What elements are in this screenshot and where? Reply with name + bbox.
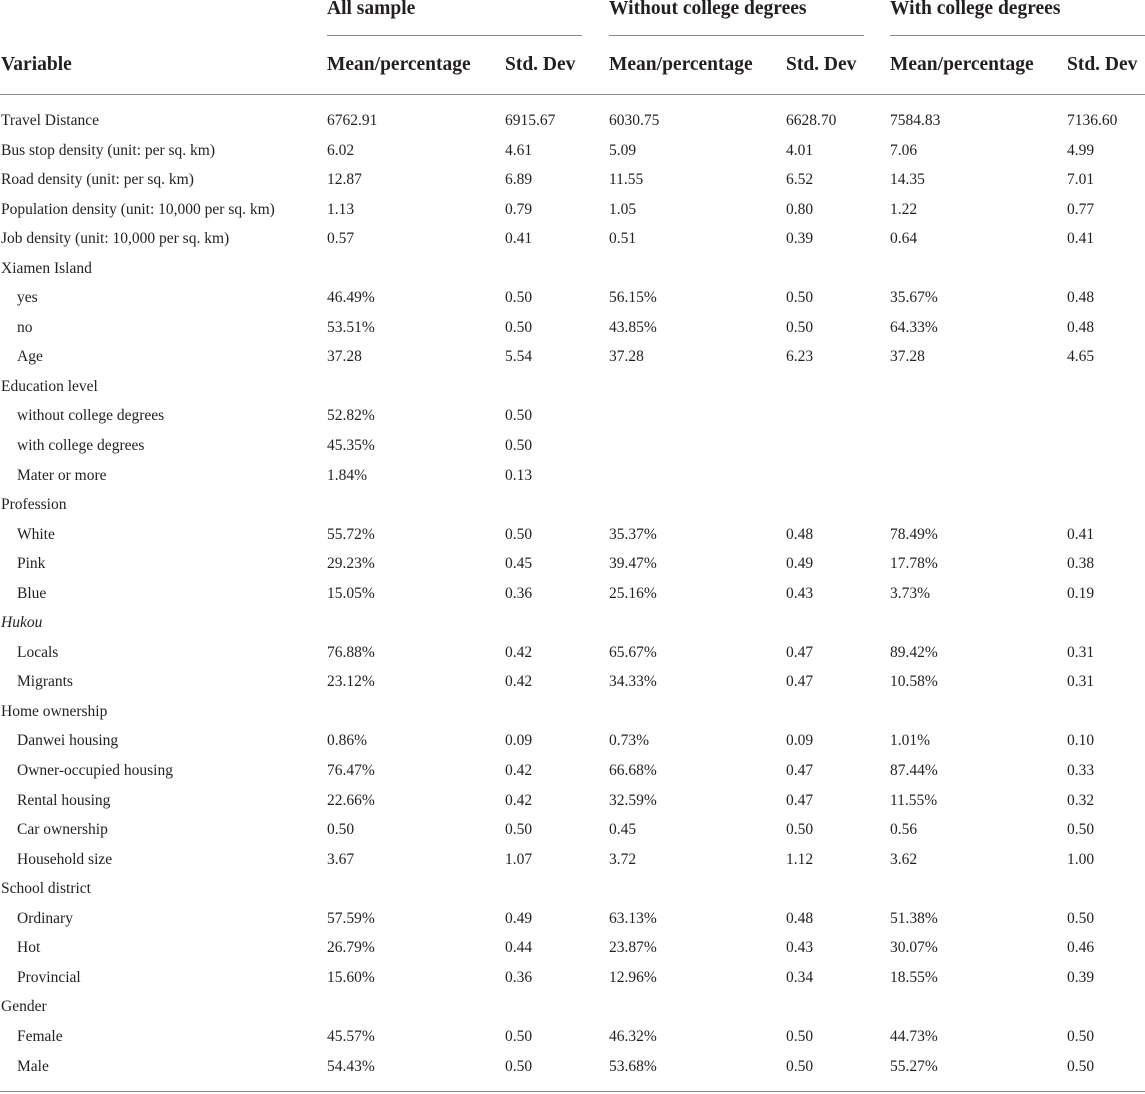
- cell-std-with: 0.50: [1067, 821, 1095, 839]
- cell-mean-without: 37.28: [609, 348, 644, 366]
- cell-mean-without: 65.67%: [609, 643, 657, 661]
- cell-mean-all: 37.28: [327, 348, 362, 366]
- column-header-std-with: Std. Dev: [1067, 54, 1138, 75]
- table-row: [0, 992, 1145, 1022]
- variable-label: White: [17, 525, 55, 543]
- cell-std-with: 0.41: [1067, 525, 1095, 543]
- table-row: [0, 313, 1145, 343]
- cell-std-without: 0.50: [786, 1027, 814, 1045]
- cell-mean-without: 34.33%: [609, 673, 657, 691]
- variable-label: without college degrees: [17, 407, 165, 425]
- cell-std-all: 0.50: [505, 821, 533, 839]
- cell-mean-without: 43.85%: [609, 318, 657, 336]
- cell-mean-with: 0.64: [890, 230, 918, 248]
- cell-mean-with: 44.73%: [890, 1027, 938, 1045]
- variable-label: Danwei housing: [17, 732, 119, 750]
- variable-label: yes: [17, 289, 38, 307]
- cell-std-with: 0.31: [1067, 673, 1095, 691]
- cell-std-with: 0.38: [1067, 555, 1095, 573]
- cell-std-with: 0.48: [1067, 289, 1095, 307]
- cell-std-without: 0.50: [786, 318, 814, 336]
- cell-std-all: 0.79: [505, 200, 533, 218]
- cell-mean-with: 64.33%: [890, 318, 938, 336]
- cell-std-with: 0.31: [1067, 643, 1095, 661]
- cell-std-without: 0.50: [786, 821, 814, 839]
- group-header-without-college: Without college degrees: [609, 0, 807, 19]
- cell-std-with: 7136.60: [1067, 112, 1118, 129]
- cell-std-without: 0.43: [786, 584, 814, 602]
- variable-label: Home ownership: [1, 702, 108, 720]
- column-header-mean-without: Mean/percentage: [609, 54, 753, 75]
- cell-std-all: 0.50: [505, 289, 533, 307]
- cell-mean-with: 89.42%: [890, 643, 938, 661]
- table-row: [0, 549, 1145, 579]
- cell-mean-all: 52.82%: [327, 407, 375, 425]
- table-body: [0, 106, 1145, 1081]
- variable-label: Hukou: [1, 614, 43, 632]
- cell-mean-with: 3.62: [890, 850, 918, 868]
- cell-std-with: 0.39: [1067, 968, 1095, 986]
- cell-std-all: 0.50: [505, 1057, 533, 1075]
- cell-std-all: 0.09: [505, 732, 533, 750]
- table-row: [0, 520, 1145, 550]
- cell-std-with: 1.00: [1067, 850, 1095, 868]
- cell-std-without: 0.50: [786, 289, 814, 307]
- cell-std-without: 6628.70: [786, 112, 837, 129]
- cell-std-with: 4.99: [1067, 141, 1095, 159]
- table-header: [0, 0, 1145, 96]
- cell-std-with: 0.77: [1067, 200, 1095, 218]
- cell-mean-all: 0.57: [327, 230, 355, 248]
- cell-mean-all: 23.12%: [327, 673, 375, 691]
- table-row: [0, 963, 1145, 993]
- cell-mean-with: 30.07%: [890, 939, 938, 957]
- cell-std-with: 0.50: [1067, 1027, 1095, 1045]
- cell-mean-with: 1.01%: [890, 732, 931, 750]
- cell-std-all: 0.49: [505, 909, 533, 927]
- variable-label: Education level: [1, 377, 98, 395]
- cell-std-with: 0.48: [1067, 318, 1095, 336]
- cell-mean-all: 46.49%: [327, 289, 375, 307]
- table-row: [0, 136, 1145, 166]
- cell-std-with: 0.32: [1067, 791, 1095, 809]
- variable-label: Age: [17, 348, 43, 366]
- cell-std-all: 0.36: [505, 584, 533, 602]
- table-row: [0, 726, 1145, 756]
- cell-mean-all: 6762.91: [327, 112, 378, 129]
- group-rule-all-sample: [327, 35, 582, 36]
- cell-std-all: 1.07: [505, 850, 533, 868]
- cell-std-all: 0.42: [505, 643, 533, 661]
- bottom-rule: [0, 1091, 1145, 1092]
- table-row: [0, 254, 1145, 284]
- table-row: [0, 490, 1145, 520]
- cell-mean-all: 15.60%: [327, 968, 375, 986]
- cell-mean-all: 55.72%: [327, 525, 375, 543]
- table-row: [0, 667, 1145, 697]
- cell-std-all: 0.42: [505, 762, 533, 780]
- group-header-with-college: With college degrees: [890, 0, 1061, 19]
- cell-mean-all: 15.05%: [327, 584, 375, 602]
- cell-std-without: 0.09: [786, 732, 814, 750]
- cell-std-without: 0.34: [786, 968, 814, 986]
- variable-label: Owner-occupied housing: [17, 762, 173, 780]
- table-row: [0, 756, 1145, 786]
- table-row: [0, 165, 1145, 195]
- variable-label: Female: [17, 1027, 63, 1045]
- group-rule-with-college: [890, 35, 1145, 36]
- header-rule: [0, 94, 1145, 95]
- column-header-variable: Variable: [1, 54, 72, 75]
- cell-mean-all: 57.59%: [327, 909, 375, 927]
- cell-mean-all: 53.51%: [327, 318, 375, 336]
- cell-mean-all: 6.02: [327, 141, 355, 159]
- cell-mean-with: 87.44%: [890, 762, 938, 780]
- cell-std-all: 0.50: [505, 525, 533, 543]
- cell-std-all: 0.50: [505, 1027, 533, 1045]
- cell-mean-with: 55.27%: [890, 1057, 938, 1075]
- column-header-mean-with: Mean/percentage: [890, 54, 1034, 75]
- cell-mean-without: 66.68%: [609, 762, 657, 780]
- table-row: [0, 401, 1145, 431]
- cell-mean-all: 26.79%: [327, 939, 375, 957]
- cell-mean-all: 1.84%: [327, 466, 368, 484]
- table-row: [0, 1022, 1145, 1052]
- table-row: [0, 106, 1145, 136]
- cell-mean-all: 45.35%: [327, 437, 375, 455]
- cell-mean-without: 35.37%: [609, 525, 657, 543]
- cell-std-all: 0.42: [505, 791, 533, 809]
- cell-std-with: 0.50: [1067, 909, 1095, 927]
- table-row: [0, 638, 1145, 668]
- cell-mean-all: 12.87: [327, 171, 362, 189]
- cell-std-without: 0.47: [786, 643, 814, 661]
- table-row: [0, 431, 1145, 461]
- cell-mean-with: 7584.83: [890, 112, 941, 129]
- cell-mean-all: 45.57%: [327, 1027, 375, 1045]
- cell-mean-with: 35.67%: [890, 289, 938, 307]
- variable-label: no: [17, 318, 33, 336]
- cell-mean-with: 78.49%: [890, 525, 938, 543]
- variable-label: Locals: [17, 643, 59, 661]
- cell-mean-without: 25.16%: [609, 584, 657, 602]
- cell-mean-without: 6030.75: [609, 112, 660, 129]
- group-rule-without-college: [609, 35, 864, 36]
- cell-std-with: 7.01: [1067, 171, 1095, 189]
- cell-std-all: 5.54: [505, 348, 533, 366]
- cell-mean-with: 37.28: [890, 348, 925, 366]
- cell-mean-with: 18.55%: [890, 968, 938, 986]
- cell-mean-with: 11.55%: [890, 791, 938, 809]
- variable-label: Mater or more: [17, 466, 107, 484]
- cell-std-without: 1.12: [786, 850, 814, 868]
- cell-mean-with: 51.38%: [890, 909, 938, 927]
- cell-mean-all: 3.67: [327, 850, 355, 868]
- table-row: [0, 697, 1145, 727]
- column-header-std-without: Std. Dev: [786, 54, 857, 75]
- table-row: [0, 786, 1145, 816]
- cell-std-with: 0.10: [1067, 732, 1095, 750]
- cell-std-without: 0.80: [786, 200, 814, 218]
- cell-mean-without: 32.59%: [609, 791, 657, 809]
- cell-mean-all: 1.13: [327, 200, 355, 218]
- cell-mean-all: 76.88%: [327, 643, 375, 661]
- variable-label: Road density (unit: per sq. km): [1, 171, 194, 189]
- variable-label: Job density (unit: 10,000 per sq. km): [1, 230, 230, 248]
- variable-label: School district: [1, 880, 91, 898]
- cell-mean-all: 0.50: [327, 821, 355, 839]
- variable-label: Ordinary: [17, 909, 73, 927]
- cell-mean-all: 29.23%: [327, 555, 375, 573]
- cell-std-without: 0.49: [786, 555, 814, 573]
- group-header-all-sample: All sample: [327, 0, 416, 19]
- cell-std-all: 0.50: [505, 407, 533, 425]
- cell-mean-without: 12.96%: [609, 968, 657, 986]
- table-row: [0, 372, 1145, 402]
- cell-std-without: 6.23: [786, 348, 814, 366]
- variable-label: Household size: [17, 850, 113, 868]
- cell-mean-without: 23.87%: [609, 939, 657, 957]
- cell-mean-all: 76.47%: [327, 762, 375, 780]
- table-row: [0, 283, 1145, 313]
- table-row: [0, 461, 1145, 491]
- cell-mean-without: 63.13%: [609, 909, 657, 927]
- cell-mean-with: 0.56: [890, 821, 918, 839]
- cell-mean-with: 3.73%: [890, 584, 931, 602]
- cell-std-all: 0.13: [505, 466, 533, 484]
- table-row: [0, 195, 1145, 225]
- cell-mean-all: 0.86%: [327, 732, 368, 750]
- cell-mean-without: 1.05: [609, 200, 637, 218]
- cell-std-all: 0.45: [505, 555, 533, 573]
- cell-std-without: 0.48: [786, 525, 814, 543]
- table-row: [0, 933, 1145, 963]
- cell-mean-without: 5.09: [609, 141, 637, 159]
- cell-std-without: 0.48: [786, 909, 814, 927]
- cell-std-all: 6.89: [505, 171, 533, 189]
- cell-mean-without: 56.15%: [609, 289, 657, 307]
- cell-mean-with: 17.78%: [890, 555, 938, 573]
- cell-mean-without: 53.68%: [609, 1057, 657, 1075]
- cell-std-all: 0.50: [505, 318, 533, 336]
- variable-label: Xiamen Island: [1, 259, 92, 277]
- cell-mean-with: 1.22: [890, 200, 918, 218]
- cell-std-without: 0.43: [786, 939, 814, 957]
- cell-mean-without: 46.32%: [609, 1027, 657, 1045]
- cell-mean-all: 22.66%: [327, 791, 375, 809]
- column-header-std-all: Std. Dev: [505, 54, 576, 75]
- table-row: [0, 224, 1145, 254]
- variable-label: Migrants: [17, 673, 73, 691]
- table-row: [0, 342, 1145, 372]
- variable-label: Profession: [1, 496, 67, 514]
- cell-mean-without: 39.47%: [609, 555, 657, 573]
- variable-label: Blue: [17, 584, 47, 602]
- cell-std-without: 0.39: [786, 230, 814, 248]
- cell-mean-with: 10.58%: [890, 673, 938, 691]
- cell-std-with: 4.65: [1067, 348, 1095, 366]
- table-row: [0, 815, 1145, 845]
- cell-std-with: 0.50: [1067, 1057, 1095, 1075]
- cell-std-with: 0.46: [1067, 939, 1095, 957]
- cell-std-all: 0.44: [505, 939, 533, 957]
- variable-label: Pink: [17, 555, 46, 573]
- cell-std-all: 4.61: [505, 141, 533, 159]
- cell-std-with: 0.19: [1067, 584, 1095, 602]
- cell-std-without: 0.47: [786, 791, 814, 809]
- cell-mean-without: 3.72: [609, 850, 637, 868]
- cell-std-without: 6.52: [786, 171, 814, 189]
- table-row: [0, 1052, 1145, 1082]
- cell-std-all: 6915.67: [505, 112, 556, 129]
- variable-label: Gender: [1, 998, 47, 1016]
- table-row: [0, 608, 1145, 638]
- table-row: [0, 579, 1145, 609]
- variable-label: Rental housing: [17, 791, 111, 809]
- table-row: [0, 904, 1145, 934]
- cell-mean-without: 11.55: [609, 171, 644, 189]
- cell-mean-with: 14.35: [890, 171, 925, 189]
- cell-std-all: 0.36: [505, 968, 533, 986]
- variable-label: Male: [17, 1057, 49, 1075]
- table-row: [0, 874, 1145, 904]
- variable-label: Travel Distance: [1, 112, 100, 129]
- variable-label: Car ownership: [17, 821, 108, 839]
- cell-std-without: 0.50: [786, 1057, 814, 1075]
- table-row: [0, 845, 1145, 875]
- variable-label: Provincial: [17, 968, 81, 986]
- cell-std-all: 0.50: [505, 437, 533, 455]
- cell-std-without: 4.01: [786, 141, 814, 159]
- cell-std-without: 0.47: [786, 762, 814, 780]
- variable-label: with college degrees: [17, 437, 145, 455]
- cell-mean-all: 54.43%: [327, 1057, 375, 1075]
- cell-std-with: 0.41: [1067, 230, 1095, 248]
- column-header-mean-all: Mean/percentage: [327, 54, 471, 75]
- variable-label: Population density (unit: 10,000 per sq. km): [1, 200, 275, 218]
- cell-std-all: 0.41: [505, 230, 533, 248]
- cell-mean-without: 0.45: [609, 821, 637, 839]
- cell-std-without: 0.47: [786, 673, 814, 691]
- cell-mean-without: 0.51: [609, 230, 637, 248]
- cell-std-with: 0.33: [1067, 762, 1095, 780]
- cell-mean-without: 0.73%: [609, 732, 650, 750]
- cell-mean-with: 7.06: [890, 141, 918, 159]
- variable-label: Hot: [17, 939, 41, 957]
- variable-label: Bus stop density (unit: per sq. km): [1, 141, 215, 159]
- cell-std-all: 0.42: [505, 673, 533, 691]
